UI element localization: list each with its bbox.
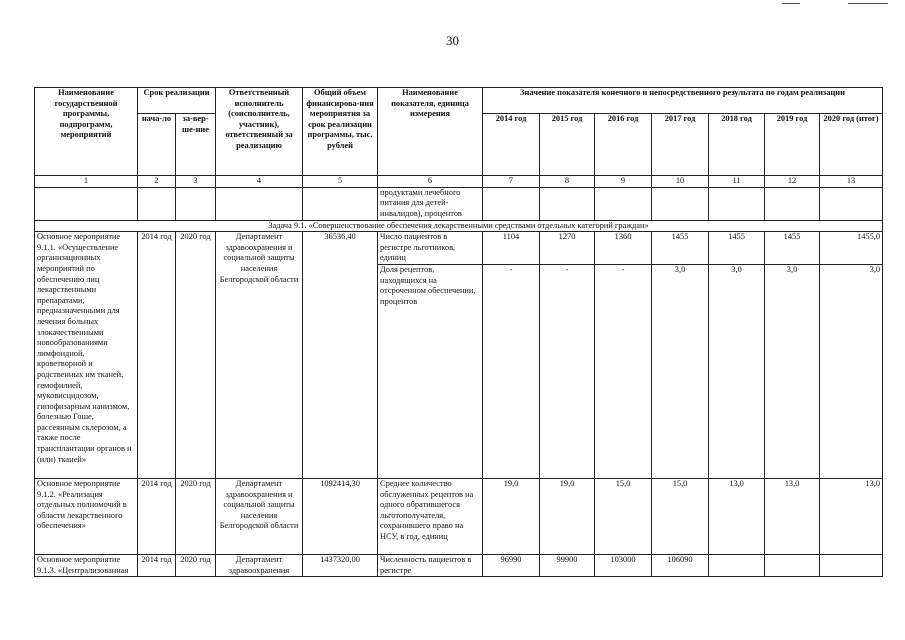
measure-name: Основное мероприятие 9.1.2. «Реализация отдельных полномочий в области лекарственного обеспечения»: [35, 478, 138, 554]
value-2017: 1455: [652, 232, 709, 265]
header-indicator: Наименование показателя, единица измерения: [378, 88, 483, 176]
value-2016: 103000: [595, 554, 652, 576]
table-row: [35, 478, 883, 554]
column-number: 7: [483, 176, 540, 188]
value-2016: 15,0: [595, 478, 652, 554]
value-2020: 13,0: [820, 478, 883, 554]
value-2019: 1455: [765, 232, 820, 265]
task-row: [35, 220, 883, 232]
column-number-row: [35, 176, 883, 188]
value-2019: [765, 554, 820, 576]
financing: 36536,40: [303, 232, 378, 479]
value-2015: 1270: [540, 232, 595, 265]
measure-name: Основное мероприятие 9.1.3. «Централизованная: [35, 554, 138, 576]
term-start: 2014 год: [138, 232, 176, 479]
header-term-end: за-вер-ше-ние: [176, 114, 216, 176]
value-2014: 96990: [483, 554, 540, 576]
value-2017: 106090: [652, 554, 709, 576]
header-year-2015: 2015 год: [540, 114, 595, 176]
header-term: Срок реализации: [138, 88, 216, 114]
column-number: 2: [138, 176, 176, 188]
header-year-2017: 2017 год: [652, 114, 709, 176]
indicator-name: Доля рецептов, находящихся на отсроченном обеспечении, процентов: [378, 264, 483, 478]
table-row: [35, 554, 883, 576]
column-number: 8: [540, 176, 595, 188]
header-term-start: нача-ло: [138, 114, 176, 176]
column-number: 12: [765, 176, 820, 188]
executor: Департамент здравоохранения: [216, 554, 303, 576]
term-start: 2014 год: [138, 478, 176, 554]
column-number: 13: [820, 176, 883, 188]
executor: Департамент здравоохранения и социальной защиты населения Белгородской области: [216, 232, 303, 479]
task-title: Задача 9.1. «Совершенствование обеспечения лекарственными средствами отдельных категорий граждан»: [35, 220, 883, 232]
header-year-2016: 2016 год: [595, 114, 652, 176]
header-executor: Ответственный исполнитель (соисполнитель, участник), ответственный за реализацию: [216, 88, 303, 176]
executor: Департамент здравоохранения и социальной защиты населения Белгородской области: [216, 478, 303, 554]
column-number: 4: [216, 176, 303, 188]
top-right-mark: [782, 3, 800, 4]
header-year-2020: 2020 год (итог): [820, 114, 883, 176]
value-2020: 3,0: [820, 264, 883, 478]
term-end: 2020 год: [176, 478, 216, 554]
value-2017: 3,0: [652, 264, 709, 478]
column-number: 11: [709, 176, 765, 188]
value-2019: 3,0: [765, 264, 820, 478]
term-end: 2020 год: [176, 232, 216, 479]
column-number: 1: [35, 176, 138, 188]
value-2018: 1455: [709, 232, 765, 265]
header-year-2019: 2019 год: [765, 114, 820, 176]
header-financing: Общий объем финансирова-ния мероприятия за срок реализации программы, тыс. рублей: [303, 88, 378, 176]
top-right-mark: [848, 3, 888, 4]
value-2015: 99900: [540, 554, 595, 576]
value-2014: 19,0: [483, 478, 540, 554]
value-2014: -: [483, 264, 540, 478]
value-2018: [709, 554, 765, 576]
term-start: 2014 год: [138, 554, 176, 576]
column-number: 9: [595, 176, 652, 188]
column-number: 10: [652, 176, 709, 188]
financing: 1092414,30: [303, 478, 378, 554]
financing: 1437320,00: [303, 554, 378, 576]
value-2015: -: [540, 264, 595, 478]
value-2019: 13,0: [765, 478, 820, 554]
carryover-row: [35, 187, 883, 220]
carryover-indicator: продуктами лечебного питания для детей-инвалидов), процентов: [378, 187, 483, 220]
header-year-2014: 2014 год: [483, 114, 540, 176]
table-row: [35, 232, 883, 265]
value-2015: 19,0: [540, 478, 595, 554]
value-2014: 1104: [483, 232, 540, 265]
column-number: 3: [176, 176, 216, 188]
value-2018: 13,0: [709, 478, 765, 554]
indicator-name: Численность пациентов в регистре: [378, 554, 483, 576]
page-number: 30: [446, 33, 459, 48]
indicator-name: Число пациентов в регистре льготников, единиц: [378, 232, 483, 265]
header-year-2018: 2018 год: [709, 114, 765, 176]
column-number: 6: [378, 176, 483, 188]
value-2016: 1360: [595, 232, 652, 265]
measure-name: Основное мероприятие 9.1.1. «Осуществление организационных мероприятий по обеспечению лиц лекарственными препаратами, предназначенными для лечения больных злокачественными новообразованиями лимфоидной, кроветворной и родственных им тканей, гемофилией, муковисцидозом, гипофизарным нанизмом, болезнью Гоше, рассеянным склерозом, а также после трансплантации органов и (или) тканей»: [35, 232, 138, 479]
value-2020: [820, 554, 883, 576]
term-end: 2020 год: [176, 554, 216, 576]
program-table: [34, 87, 883, 577]
header-values-group: Значение показателя конечного и непосредственного результата по годам реализации: [483, 88, 883, 114]
value-2016: -: [595, 264, 652, 478]
header-name: Наименование государственной программы, подпрограмм, мероприятий: [35, 88, 138, 176]
indicator-name: Среднее количество обслуженных рецептов на одного обратившегося льготополучателя, сохранившего право на НСУ, в год, единиц: [378, 478, 483, 554]
value-2020: 1455,0: [820, 232, 883, 265]
value-2018: 3,0: [709, 264, 765, 478]
column-number: 5: [303, 176, 378, 188]
value-2017: 15,0: [652, 478, 709, 554]
